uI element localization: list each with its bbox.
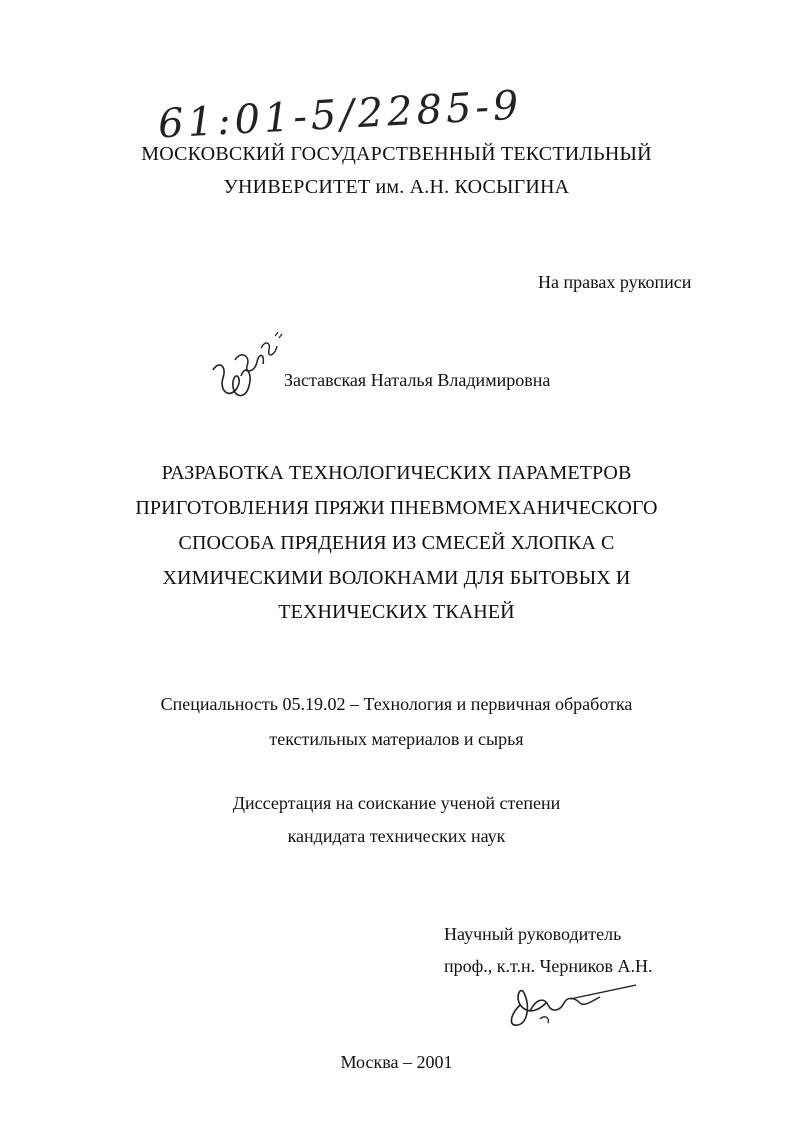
- specialty-line-2: текстильных материалов и сырья: [269, 729, 524, 749]
- university-line-2: УНИВЕРСИТЕТ им. А.Н. КОСЫГИНА: [223, 176, 570, 198]
- title-line-3: СПОСОБА ПРЯДЕНИЯ ИЗ СМЕСЕЙ ХЛОПКА С: [178, 532, 615, 554]
- title-line-2: ПРИГОТОВЛЕНИЯ ПРЯЖИ ПНЕВМОМЕХАНИЧЕСКОГО: [135, 497, 658, 519]
- archive-handwritten-number: 61:01-5/2285-9: [157, 82, 524, 148]
- title-line-4: ХИМИЧЕСКИМИ ВОЛОКНАМИ ДЛЯ БЫТОВЫХ И: [162, 567, 631, 589]
- title-line-5: ТЕХНИЧЕСКИХ ТКАНЕЙ: [278, 601, 515, 623]
- supervisor-signature: [500, 975, 640, 1035]
- author-name: Заставская Наталья Владимировна: [284, 370, 551, 390]
- author-signature: [205, 330, 287, 412]
- supervisor-label: Научный руководитель: [444, 924, 622, 944]
- rights-note: На правах рукописи: [538, 272, 692, 292]
- supervisor-name: проф., к.т.н. Черников А.Н.: [444, 956, 653, 976]
- degree-line-2: кандидата технических наук: [287, 826, 506, 846]
- university-line-1: МОСКОВСКИЙ ГОСУДАРСТВЕННЫЙ ТЕКСТИЛЬНЫЙ: [141, 143, 652, 165]
- specialty-line-1: Специальность 05.19.02 – Технология и первичная обработка: [160, 694, 633, 714]
- city-year: Москва – 2001: [340, 1052, 453, 1072]
- degree-line-1: Диссертация на соискание ученой степени: [232, 793, 561, 813]
- title-line-1: РАЗРАБОТКА ТЕХНОЛОГИЧЕСКИХ ПАРАМЕТРОВ: [161, 462, 632, 484]
